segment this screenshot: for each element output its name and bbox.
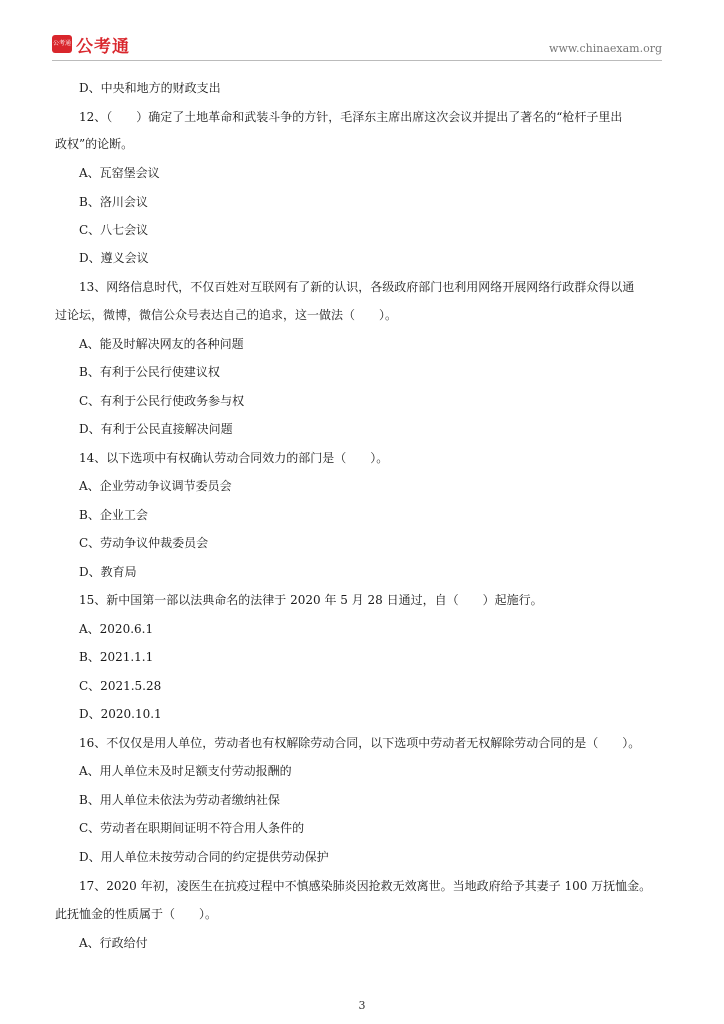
text-line: B、用人单位未依法为劳动者缴纳社保 — [79, 793, 280, 807]
text-line: 过论坛，微博，微信公众号表达自己的追求，这一做法（ ）。 — [55, 308, 398, 322]
text-line: D、2020.10.1 — [79, 707, 162, 721]
logo-icon: 公考通 — [52, 35, 72, 53]
text-line: D、用人单位未按劳动合同的约定提供劳动保护 — [79, 850, 329, 864]
text-line: A、瓦窑堡会议 — [79, 166, 160, 180]
page-number: 3 — [358, 999, 366, 1012]
text-line: A、能及时解决网友的各种问题 — [79, 337, 244, 351]
text-line: 14、以下选项中有权确认劳动合同效力的部门是（ ）。 — [79, 451, 389, 465]
text-line: C、八七会议 — [79, 223, 149, 237]
text-line: B、有利于公民行使建议权 — [79, 365, 220, 379]
text-line: D、遵义会议 — [79, 251, 149, 265]
text-line: A、用人单位未及时足额支付劳动报酬的 — [79, 764, 292, 778]
text-line: D、中央和地方的财政支出 — [79, 81, 221, 95]
text-line: C、有利于公民行使政务参与权 — [79, 394, 245, 408]
text-line: A、企业劳动争议调节委员会 — [79, 479, 232, 493]
text-line: 此抚恤金的性质属于（ ）。 — [55, 907, 218, 921]
text-line: D、教育局 — [79, 565, 137, 579]
text-line: B、企业工会 — [79, 508, 148, 522]
text-line: B、2021.1.1 — [79, 650, 154, 664]
text-line: 13、网络信息时代，不仅百姓对互联网有了新的认识，各级政府部门也利用网络开展网络行政群众得以通 — [79, 280, 635, 294]
text-line: C、2021.5.28 — [79, 679, 162, 693]
text-line: C、劳动者在职期间证明不符合用人条件的 — [79, 821, 305, 835]
text-line: A、2020.6.1 — [79, 622, 154, 636]
page-header — [52, 30, 662, 62]
text-line: A、行政给付 — [79, 936, 148, 950]
site-url: www.chinaexam.org — [549, 42, 662, 55]
text-line: B、洛川会议 — [79, 195, 148, 209]
header-divider — [52, 60, 662, 61]
text-line: D、有利于公民直接解决问题 — [79, 422, 233, 436]
text-line: 12、（ ）确定了土地革命和武装斗争的方针，毛泽东主席出席这次会议并提出了著名的“枪杆子里出 — [79, 110, 623, 124]
logo-text: 公考通 — [76, 37, 130, 57]
text-line: 16、不仅仅是用人单位，劳动者也有权解除劳动合同，以下选项中劳动者无权解除劳动合同的是（ ）。 — [79, 736, 641, 750]
text-line: 15、新中国第一部以法典命名的法律于 2020 年 5 月 28 日通过，自（ ）起施行。 — [79, 593, 543, 607]
text-line: C、劳动争议仲裁委员会 — [79, 536, 209, 550]
text-line: 17、2020 年初，凌医生在抗疫过程中不慎感染肺炎因抢救无效离世。当地政府给予其妻子 100 万抚恤金。 — [79, 879, 652, 893]
text-line: 政权”的论断。 — [55, 137, 134, 151]
